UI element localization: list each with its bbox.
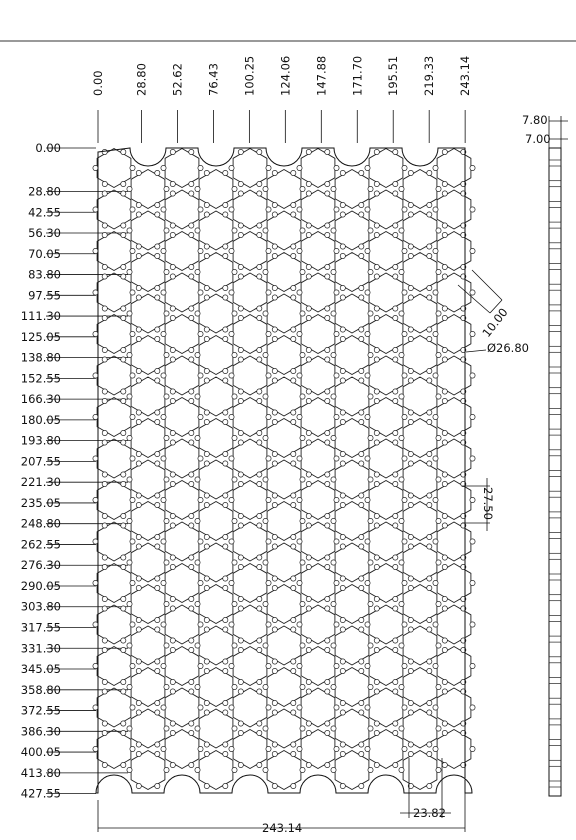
top-dimension-label: 52.62 bbox=[170, 63, 185, 96]
left-dimension-label: 290.05 bbox=[20, 578, 61, 593]
hex-cell bbox=[365, 439, 407, 478]
hex-cell bbox=[195, 751, 237, 790]
top-dimension-label: 171.70 bbox=[350, 55, 365, 96]
hex-cell bbox=[263, 419, 305, 458]
hex-cell bbox=[229, 522, 271, 561]
hex-cell bbox=[93, 730, 135, 769]
hex-cell bbox=[331, 709, 373, 748]
hex-cell bbox=[399, 543, 441, 582]
hex-cell bbox=[365, 190, 407, 229]
hex-cell bbox=[263, 751, 305, 790]
hex-cell bbox=[399, 253, 441, 292]
hex-cell bbox=[93, 398, 135, 437]
hex-cell bbox=[365, 315, 407, 354]
hex-cell bbox=[297, 439, 339, 478]
hex-cell bbox=[195, 170, 237, 209]
side-rib bbox=[549, 636, 561, 642]
hex-cell bbox=[433, 439, 475, 478]
side-rib bbox=[549, 181, 561, 187]
overall-width-label: 243.14 bbox=[262, 821, 303, 835]
left-dimension-label: 303.80 bbox=[20, 599, 61, 614]
left-dimension-label: 56.30 bbox=[28, 226, 61, 241]
hex-cell bbox=[399, 585, 441, 624]
hex-cell bbox=[297, 605, 339, 644]
top-dimension-group bbox=[91, 56, 472, 143]
hex-cell bbox=[161, 522, 203, 561]
hex-cell bbox=[229, 232, 271, 271]
hex-cell bbox=[229, 647, 271, 686]
hex-cell bbox=[161, 730, 203, 769]
hex-cell bbox=[127, 253, 169, 292]
left-dimension-label: 413.80 bbox=[20, 765, 61, 780]
hex-cell bbox=[93, 190, 135, 229]
hex-cell bbox=[161, 149, 203, 188]
side-rib bbox=[549, 533, 561, 539]
hex-cell bbox=[263, 460, 305, 499]
hex-cell bbox=[93, 688, 135, 727]
side-rib bbox=[549, 657, 561, 663]
side-rib bbox=[549, 243, 561, 249]
left-dimension-label: 386.30 bbox=[20, 724, 61, 739]
side-rib bbox=[549, 471, 561, 477]
hex-cell bbox=[195, 377, 237, 416]
hex-cell bbox=[263, 294, 305, 333]
top-dimension-label: 100.25 bbox=[242, 55, 257, 96]
hex-cell bbox=[297, 564, 339, 603]
pitch-y-callout bbox=[462, 478, 495, 531]
left-dimension-label: 125.05 bbox=[20, 329, 61, 344]
hex-cell bbox=[127, 170, 169, 209]
hex-cell bbox=[127, 585, 169, 624]
hex-cell bbox=[331, 502, 373, 541]
hex-cell bbox=[229, 481, 271, 520]
left-dimension-label: 83.80 bbox=[28, 267, 61, 282]
hex-cell bbox=[195, 626, 237, 665]
hex-cell bbox=[365, 356, 407, 395]
hex-cell bbox=[331, 253, 373, 292]
left-dimension-label: 317.55 bbox=[20, 620, 61, 635]
hex-cell bbox=[365, 605, 407, 644]
hex-cell bbox=[93, 481, 135, 520]
hex-cell bbox=[161, 647, 203, 686]
side-rib bbox=[549, 553, 561, 559]
side-rib bbox=[549, 408, 561, 414]
hex-cell bbox=[365, 647, 407, 686]
hex-cell bbox=[161, 605, 203, 644]
hex-cell bbox=[433, 688, 475, 727]
left-dimension-label: 331.30 bbox=[20, 641, 61, 656]
left-dimension-label: 180.05 bbox=[20, 412, 61, 427]
side-rib bbox=[549, 781, 561, 787]
hex-cell bbox=[127, 336, 169, 375]
hex-cell bbox=[195, 668, 237, 707]
hex-cell bbox=[297, 398, 339, 437]
hex-cell bbox=[161, 190, 203, 229]
hex-cell bbox=[229, 605, 271, 644]
side-rib bbox=[549, 760, 561, 766]
left-dimension-label: 207.55 bbox=[20, 454, 61, 469]
honeycomb-grid bbox=[93, 149, 475, 790]
hex-cell bbox=[93, 232, 135, 271]
hex-cell bbox=[229, 439, 271, 478]
side-second-label: 7.00 bbox=[525, 132, 551, 146]
hex-cell bbox=[331, 336, 373, 375]
left-dimension-label: 70.05 bbox=[28, 246, 61, 261]
hex-cell bbox=[433, 564, 475, 603]
hex-cell bbox=[399, 170, 441, 209]
side-rib bbox=[549, 305, 561, 311]
hex-cell bbox=[127, 502, 169, 541]
hex-cell bbox=[127, 211, 169, 250]
hex-cell bbox=[93, 522, 135, 561]
hex-cell bbox=[93, 315, 135, 354]
side-rib bbox=[549, 346, 561, 352]
hex-cell bbox=[161, 356, 203, 395]
diameter-callout bbox=[466, 341, 529, 355]
left-dimension-label: 276.30 bbox=[20, 558, 61, 573]
hex-cell bbox=[127, 460, 169, 499]
hex-cell bbox=[365, 688, 407, 727]
hex-cell bbox=[365, 564, 407, 603]
left-dimension-label: 193.80 bbox=[20, 433, 61, 448]
hex-cell bbox=[331, 377, 373, 416]
hex-cell bbox=[297, 232, 339, 271]
hex-cell bbox=[195, 502, 237, 541]
hex-cell bbox=[195, 336, 237, 375]
left-dimension-label: 358.80 bbox=[20, 682, 61, 697]
top-dimension-label: 147.88 bbox=[314, 55, 329, 96]
hex-cell bbox=[195, 460, 237, 499]
top-dimension-label: 76.43 bbox=[206, 63, 221, 96]
hex-cell bbox=[263, 253, 305, 292]
hex-cell bbox=[263, 668, 305, 707]
hex-cell bbox=[297, 273, 339, 312]
hex-cell bbox=[195, 211, 237, 250]
hex-cell bbox=[399, 419, 441, 458]
hex-cell bbox=[433, 398, 475, 437]
hex-cell bbox=[331, 585, 373, 624]
hex-cell bbox=[161, 398, 203, 437]
left-dimension-label: 372.55 bbox=[20, 703, 61, 718]
hex-cell bbox=[331, 626, 373, 665]
diameter-label: Ø26.80 bbox=[487, 341, 529, 355]
hex-cell bbox=[331, 211, 373, 250]
left-dimension-label: 28.80 bbox=[28, 184, 61, 199]
left-dimension-group bbox=[21, 141, 128, 801]
side-rib bbox=[549, 615, 561, 621]
overall-width-callout bbox=[98, 790, 465, 835]
hex-cell bbox=[229, 730, 271, 769]
hex-cell bbox=[127, 626, 169, 665]
hex-cell bbox=[365, 398, 407, 437]
top-dimension-label: 124.06 bbox=[278, 55, 293, 96]
hex-cell bbox=[161, 481, 203, 520]
hex-cell bbox=[399, 751, 441, 790]
hex-cell bbox=[229, 273, 271, 312]
hex-cell bbox=[433, 647, 475, 686]
side-rib bbox=[549, 388, 561, 394]
side-rib bbox=[549, 491, 561, 497]
hex-cell bbox=[93, 356, 135, 395]
hex-cell bbox=[195, 294, 237, 333]
hex-cell bbox=[433, 605, 475, 644]
hex-cell bbox=[229, 315, 271, 354]
left-dimension-label: 166.30 bbox=[20, 392, 61, 407]
hex-cell bbox=[127, 668, 169, 707]
hex-cell bbox=[161, 273, 203, 312]
side-rib bbox=[549, 160, 561, 166]
hex-cell bbox=[297, 522, 339, 561]
side-rib bbox=[549, 201, 561, 207]
top-dimension-label: 195.51 bbox=[386, 55, 401, 96]
left-dimension-label: 221.30 bbox=[20, 475, 61, 490]
hex-cell bbox=[297, 315, 339, 354]
hex-cell bbox=[331, 419, 373, 458]
hex-cell bbox=[263, 377, 305, 416]
hex-cell bbox=[399, 502, 441, 541]
hex-cell bbox=[297, 356, 339, 395]
top-dimension-label: 28.80 bbox=[134, 63, 149, 96]
side-rib bbox=[549, 595, 561, 601]
hex-cell bbox=[433, 356, 475, 395]
hex-cell bbox=[399, 377, 441, 416]
hex-cell bbox=[263, 709, 305, 748]
hex-cell bbox=[433, 190, 475, 229]
hex-cell bbox=[399, 460, 441, 499]
hex-cell bbox=[263, 170, 305, 209]
side-rib bbox=[549, 698, 561, 704]
hex-cell bbox=[365, 232, 407, 271]
hex-cell bbox=[161, 688, 203, 727]
left-dimension-label: 111.30 bbox=[20, 309, 61, 324]
side-rib bbox=[549, 284, 561, 290]
left-dimension-label: 138.80 bbox=[20, 350, 61, 365]
hex-cell bbox=[93, 149, 135, 188]
hex-cell bbox=[127, 377, 169, 416]
left-dimension-label: 42.55 bbox=[28, 205, 61, 220]
hex-cell bbox=[229, 356, 271, 395]
hex-cell bbox=[195, 585, 237, 624]
hex-cell bbox=[93, 439, 135, 478]
hex-cell bbox=[331, 751, 373, 790]
hex-cell bbox=[263, 543, 305, 582]
top-dimension-label: 243.14 bbox=[458, 55, 473, 96]
pitch-x-label: 23.82 bbox=[413, 806, 446, 820]
hex-cell bbox=[93, 273, 135, 312]
side-rib bbox=[549, 574, 561, 580]
hex-cell bbox=[399, 336, 441, 375]
hex-cell bbox=[365, 149, 407, 188]
hex-cell bbox=[331, 170, 373, 209]
hex-cell bbox=[263, 626, 305, 665]
part-outline bbox=[96, 148, 472, 793]
hex-cell bbox=[433, 315, 475, 354]
hex-cell bbox=[127, 419, 169, 458]
side-rib bbox=[549, 429, 561, 435]
hex-cell bbox=[195, 253, 237, 292]
hex-cell bbox=[365, 273, 407, 312]
side-top-label: 7.80 bbox=[522, 113, 548, 127]
hex-cell bbox=[365, 522, 407, 561]
hex-cell bbox=[399, 626, 441, 665]
side-rib bbox=[549, 222, 561, 228]
side-view bbox=[522, 113, 568, 796]
hex-cell bbox=[127, 751, 169, 790]
hex-cell bbox=[229, 398, 271, 437]
hex-cell bbox=[161, 232, 203, 271]
hex-cell bbox=[229, 688, 271, 727]
hex-cell bbox=[297, 149, 339, 188]
hex-cell bbox=[229, 149, 271, 188]
hex-cell bbox=[195, 709, 237, 748]
hex-cell bbox=[297, 730, 339, 769]
left-dimension-label: 427.55 bbox=[20, 786, 61, 801]
hex-cell bbox=[331, 543, 373, 582]
hex-cell bbox=[433, 232, 475, 271]
pitch-y-label: 27.50 bbox=[481, 487, 495, 520]
hex-cell bbox=[331, 668, 373, 707]
hex-cell bbox=[433, 730, 475, 769]
hex-cell bbox=[297, 190, 339, 229]
hex-cell bbox=[399, 211, 441, 250]
left-dimension-label: 235.05 bbox=[20, 495, 61, 510]
left-dimension-label: 152.55 bbox=[20, 371, 61, 386]
hex-cell bbox=[127, 709, 169, 748]
top-dimension-label: 219.33 bbox=[422, 55, 437, 96]
left-dimension-label: 97.55 bbox=[28, 288, 61, 303]
top-dimension-label: 0.00 bbox=[91, 70, 105, 96]
hex-cell bbox=[365, 730, 407, 769]
hex-cell bbox=[433, 273, 475, 312]
hex-cell bbox=[161, 564, 203, 603]
hex-cell bbox=[195, 419, 237, 458]
left-dimension-label: 400.05 bbox=[20, 745, 61, 760]
side-rib bbox=[549, 326, 561, 332]
hex-cell bbox=[161, 439, 203, 478]
hex-cell bbox=[93, 647, 135, 686]
hex-cell bbox=[229, 564, 271, 603]
hex-cell bbox=[127, 294, 169, 333]
left-dimension-label: 0.00 bbox=[35, 141, 61, 155]
side-rib bbox=[549, 678, 561, 684]
thickness-label: 10.00 bbox=[479, 305, 511, 340]
hex-cell bbox=[331, 460, 373, 499]
hex-cell bbox=[433, 149, 475, 188]
hex-cell bbox=[127, 543, 169, 582]
side-rib bbox=[549, 264, 561, 270]
hex-cell bbox=[263, 585, 305, 624]
hex-cell bbox=[399, 709, 441, 748]
side-rib bbox=[549, 740, 561, 746]
hex-cell bbox=[331, 294, 373, 333]
left-dimension-label: 262.55 bbox=[20, 537, 61, 552]
hex-cell bbox=[229, 190, 271, 229]
hex-cell bbox=[297, 688, 339, 727]
hex-cell bbox=[263, 211, 305, 250]
side-rib bbox=[549, 719, 561, 725]
hex-cell bbox=[93, 564, 135, 603]
hex-cell bbox=[297, 647, 339, 686]
side-rib bbox=[549, 450, 561, 456]
side-rib bbox=[549, 367, 561, 373]
hex-cell bbox=[365, 481, 407, 520]
left-dimension-label: 345.05 bbox=[20, 662, 61, 677]
hex-cell bbox=[93, 605, 135, 644]
hex-cell bbox=[399, 294, 441, 333]
hex-cell bbox=[263, 502, 305, 541]
hex-cell bbox=[263, 336, 305, 375]
side-rib bbox=[549, 512, 561, 518]
hex-cell bbox=[195, 543, 237, 582]
hex-cell bbox=[433, 522, 475, 561]
hex-cell bbox=[399, 668, 441, 707]
hex-cell bbox=[161, 315, 203, 354]
left-dimension-label: 248.80 bbox=[20, 516, 61, 531]
hex-cell bbox=[297, 481, 339, 520]
